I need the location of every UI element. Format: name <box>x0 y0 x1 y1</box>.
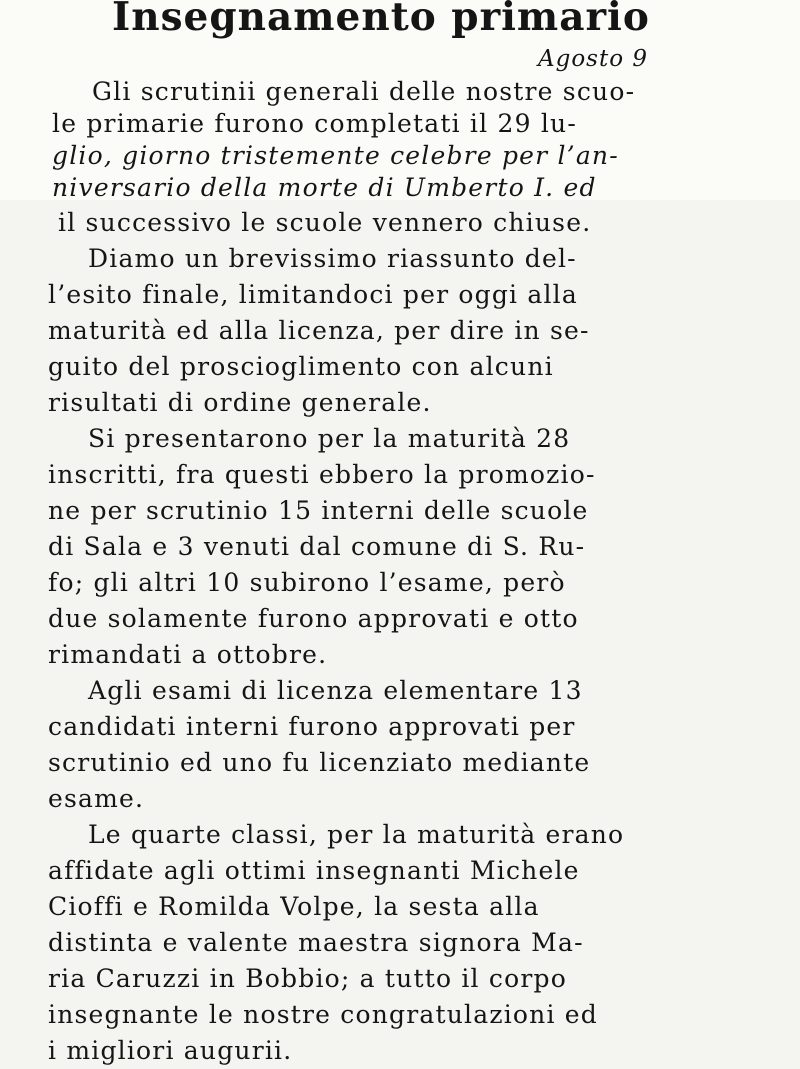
intro-line-1: Gli scrutinii generali delle nostre scuo- <box>92 77 636 106</box>
body-line-16: scrutinio ed uno fu licenziato mediante <box>48 748 591 777</box>
body-line-15: candidati interni furono approvati per <box>48 712 576 741</box>
body-line-23: insegnante le nostre congratulazioni ed <box>48 1000 598 1029</box>
intro-line-2: le primarie furono completati il 29 lu- <box>52 109 577 138</box>
body-line-3: l’esito finale, limitandoci per oggi alla <box>48 280 578 309</box>
body-line-8: inscritti, fra questi ebbero la promozio- <box>48 460 596 489</box>
body-line-2: Diamo un brevissimo riassunto del- <box>88 244 577 273</box>
body-line-22: ria Caruzzi in Bobbio; a tutto il corpo <box>48 964 567 993</box>
body-line-5: guito del proscioglimento con alcuni <box>48 352 554 381</box>
body-line-20: Cioffi e Romilda Volpe, la sesta alla <box>48 892 540 921</box>
body-line-17: esame. <box>48 784 145 813</box>
body-line-24: i migliori augurii. <box>48 1036 293 1065</box>
body-line-21: distinta e valente maestra signora Ma- <box>48 928 584 957</box>
intro-line-4: niversario della morte di Umberto I. ed <box>52 173 597 202</box>
body-line-18: Le quarte classi, per la maturità erano <box>88 820 625 849</box>
intro-line-3: glio, giorno tristemente celebre per l’an- <box>52 141 619 170</box>
article-title: Insegnamento primario <box>112 0 650 40</box>
body-line-1: il successivo le scuole vennero chiuse. <box>58 208 592 237</box>
body-line-14: Agli esami di licenza elementare 13 <box>88 676 583 705</box>
body-line-4: maturità ed alla licenza, per dire in se- <box>48 316 590 345</box>
body-line-19: affidate agli ottimi insegnanti Michele <box>48 856 580 885</box>
body-line-11: fo; gli altri 10 subirono l’esame, però <box>48 568 566 597</box>
body-line-6: risultati di ordine generale. <box>48 388 432 417</box>
article-date: Agosto 9 <box>538 46 649 72</box>
body-line-13: rimandati a ottobre. <box>48 640 328 669</box>
body-line-9: ne per scrutinio 15 interni delle scuole <box>48 496 589 525</box>
body-line-10: di Sala e 3 venuti dal comune di S. Ru- <box>48 532 586 561</box>
body-line-12: due solamente furono approvati e otto <box>48 604 579 633</box>
body-line-7: Si presentarono per la maturità 28 <box>88 424 571 453</box>
article-body <box>48 205 758 1069</box>
article-intro <box>52 76 752 204</box>
